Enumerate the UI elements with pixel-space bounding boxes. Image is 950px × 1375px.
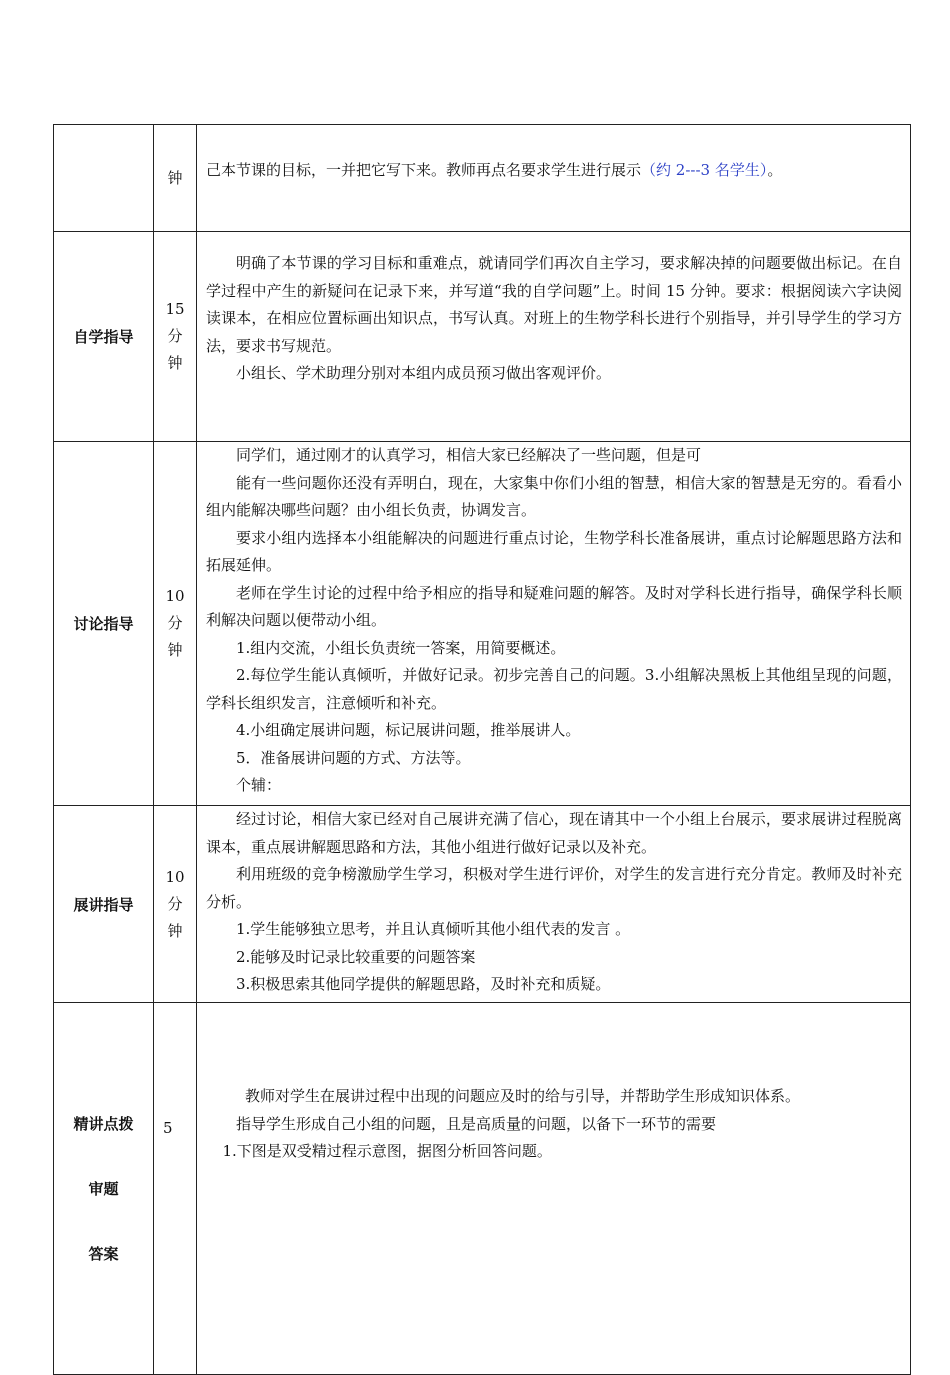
paragraph-text: 己本节课的目标，一并把它写下来。教师再点名要求学生进行展示 [206, 161, 642, 179]
table-row [54, 442, 911, 806]
paragraph: 2.能够及时记录比较重要的问题答案 [236, 947, 476, 966]
paragraph: 指导学生形成自己小组的问题，且是高质量的问题，以备下一环节的需要 [236, 1114, 717, 1133]
paragraph: 经过讨论，相信大家已经对自己展讲充满了信心，现在请其中一个小组上台展示，要求展讲过程脱离课本，重点展讲解题思路和方法，其他小组进行做好记录以及补充。 [206, 810, 902, 856]
section-label: 答案 [88, 1245, 119, 1263]
time-cell [154, 125, 197, 232]
table-row [54, 1003, 911, 1375]
lesson-plan-table [53, 124, 911, 1375]
highlight-text: （约 2---3 名学生） [641, 161, 768, 179]
section-label-group [54, 1003, 154, 1375]
content-cell [197, 1003, 911, 1375]
time-cell [154, 442, 197, 806]
paragraph: 教师对学生在展讲过程中出现的问题应及时的给与引导，并帮助学生形成知识体系。 [245, 1087, 801, 1105]
time-text: 5 [163, 1119, 173, 1137]
content-cell [197, 232, 911, 442]
paragraph: 1.学生能够独立思考，并且认真倾听其他小组代表的发言 。 [236, 920, 631, 938]
content-cell [197, 806, 911, 1003]
time-cell [154, 806, 197, 1003]
section-label-empty [54, 125, 154, 232]
paragraph: 要求小组内选择本小组能解决的问题进行重点讨论，生物学科长准备展讲，重点讨论解题思路方法和拓展延伸。 [206, 528, 902, 574]
content-cell [197, 125, 911, 232]
question-text: 1.下图是双受精过程示意图，据图分析回答问题。 [222, 1142, 552, 1160]
paragraph: 老师在学生讨论的过程中给予相应的指导和疑难问题的解答。及时对学科长进行指导，确保学科长顺利解决问题以便带动小组。 [206, 583, 902, 629]
table-row [54, 125, 911, 232]
table-row [54, 806, 911, 1003]
time-text: 分 [167, 614, 183, 632]
paragraph: 明确了本节课的学习目标和重难点，就请同学们再次自主学习，要求解决掉的问题要做出标记。在自学过程中产生的新疑问在记录下来，并写道“我的自学问题”上。时间 15 分钟。要求：根据阅读六字诀阅读课本，在相应位置标画出知识点，书写认真。对班上的生物学科长进行个别指导，并引导学生的学习方法，要求书写规范。 [206, 254, 902, 355]
time-cell [154, 232, 197, 442]
paragraph: 2.每位学生能认真倾听，并做好记录。初步完善自己的问题。3.小组解决黑板上其他组呈现的问题，学科长组织发言，注意倾听和补充。 [206, 666, 902, 712]
paragraph-end: 。 [767, 161, 783, 179]
time-text: 钟 [167, 921, 183, 940]
section-label: 精讲点拨 [73, 1115, 134, 1133]
paragraph: 3.积极思索其他同学提供的解题思路，及时补充和质疑。 [236, 975, 611, 993]
paragraph: 能有一些问题你还没有弄明白，现在，大家集中你们小组的智慧，相信大家的智慧是无穷的。看看小组内能解决哪些问题？由小组长负责，协调发言。 [206, 473, 902, 519]
section-label: 讨论指导 [54, 442, 154, 806]
paragraph: 5．准备展讲问题的方式、方法等。 [236, 748, 471, 767]
table-row [54, 232, 911, 442]
paragraph: 利用班级的竞争榜激励学生学习，积极对学生进行评价，对学生的发言进行充分肯定。教师及时补充分析。 [206, 865, 902, 911]
time-text: 分 [167, 327, 183, 345]
content-cell [197, 442, 911, 806]
section-label: 审题 [88, 1180, 119, 1198]
paragraph: 4.小组确定展讲问题，标记展讲问题，推举展讲人。 [236, 721, 581, 739]
time-text: 钟 [167, 354, 183, 372]
paragraph: 1.组内交流，小组长负责统一答案，用简要概述。 [236, 638, 566, 657]
time-cell [154, 1003, 197, 1375]
paragraph: 同学们，通过刚才的认真学习，相信大家已经解决了一些问题，但是可 [236, 446, 702, 464]
paragraph: 个辅： [236, 776, 282, 794]
section-label: 展讲指导 [54, 806, 154, 1003]
paragraph [206, 157, 902, 185]
time-text: 15 [165, 300, 185, 318]
time-text: 10 [165, 587, 185, 605]
time-text: 钟 [167, 641, 183, 659]
paragraph: 小组长、学术助理分别对本组内成员预习做出客观评价。 [236, 364, 612, 382]
time-text: 钟 [167, 168, 183, 187]
section-label: 自学指导 [54, 232, 154, 442]
time-text: 分 [167, 894, 183, 913]
time-text: 10 [165, 867, 185, 886]
